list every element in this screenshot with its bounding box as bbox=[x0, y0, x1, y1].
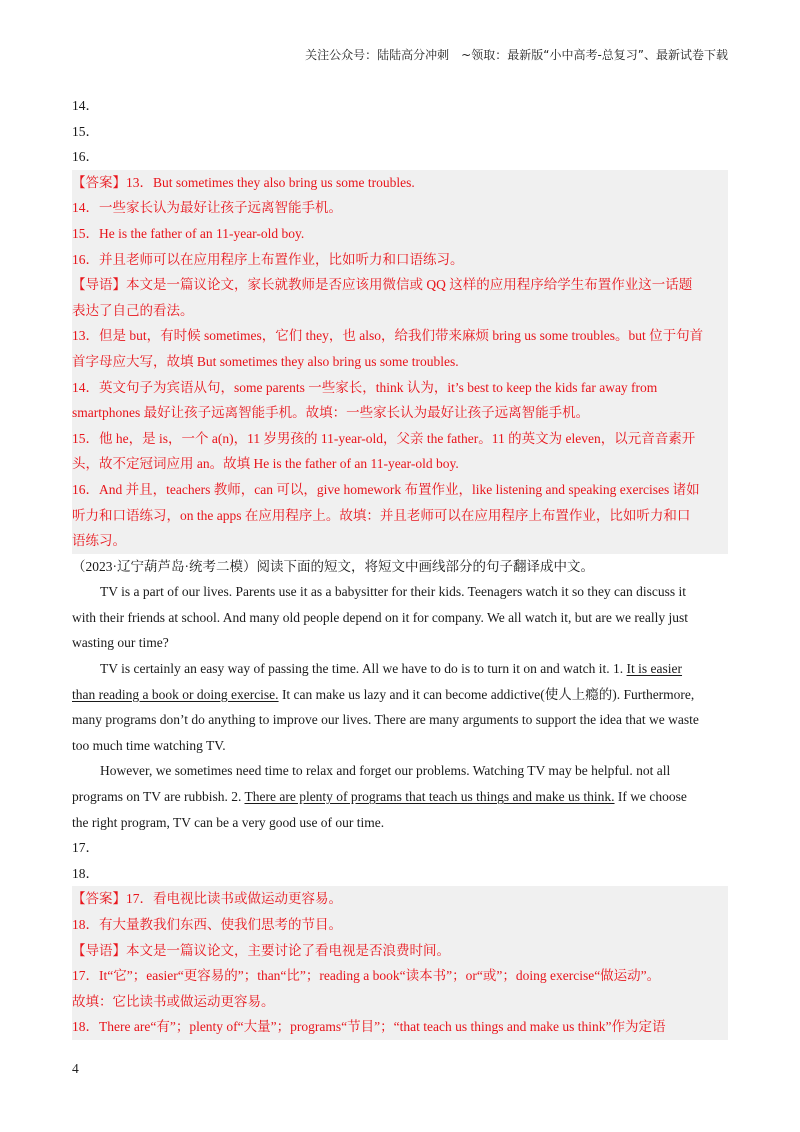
answer-line: 15．他 he，是 is，一个 a(n)，11 岁男孩的 11-year-old，父亲 the father。11 的英文为 eleven，以元音音素开 bbox=[72, 426, 728, 452]
answer-line: 首字母应大写，故填 But sometimes they also bring us some troubles. bbox=[72, 349, 728, 375]
question-15: 15． bbox=[72, 123, 99, 139]
passage-text: It can make us lazy and it can become addictive(使人上瘾的). Furthermore, bbox=[278, 686, 695, 702]
page-number: 4 bbox=[72, 1061, 79, 1076]
underlined-sentence-1: It is easier bbox=[626, 661, 683, 677]
answer-line: smartphones 最好让孩子远离智能手机。故填：一些家长认为最好让孩子远离智能手机。 bbox=[72, 400, 728, 426]
answer-line: 14．一些家长认为最好让孩子远离智能手机。 bbox=[72, 195, 728, 221]
answer-line: 【导语】本文是一篇议论文，主要讨论了看电视是否浪费时间。 bbox=[72, 938, 728, 964]
answer-block-2 bbox=[72, 886, 728, 1040]
passage-line: too much time watching TV. bbox=[72, 737, 226, 753]
passage-line: TV is a part of our lives. Parents use it as a babysitter for their kids. Teenagers watch it so they can discuss it bbox=[100, 584, 687, 600]
answer-line: 表达了自己的看法。 bbox=[72, 298, 728, 324]
passage-line bbox=[72, 784, 728, 810]
passage-line: with their friends at school. And many old people depend on it for company. We all watch it, but are we really just bbox=[72, 609, 689, 625]
passage-line: wasting our time? bbox=[72, 635, 169, 651]
answer-line: 故填：它比读书或做运动更容易。 bbox=[72, 989, 728, 1015]
answer-block-1 bbox=[72, 170, 728, 554]
underlined-sentence-2: There are plenty of programs that teach us things and make us think. bbox=[244, 789, 615, 805]
passage-intro: （2023·辽宁葫芦岛·统考二模）阅读下面的短文，将短文中画线部分的句子翻译成中文。 bbox=[72, 558, 594, 574]
answer-line: 17．It“它”；easier“更容易的”；than“比”；reading a book“读本书”；or“或”；doing exercise“做运动”。 bbox=[72, 963, 728, 989]
answer-line: 【导语】本文是一篇议论文，家长就教师是否应该用微信或 QQ 这样的应用程序给学生布置作业这一话题 bbox=[72, 272, 728, 298]
question-18: 18． bbox=[72, 865, 99, 881]
answer-line: 16．And 并且，teachers 教师，can 可以，give homework 布置作业，like listening and speaking exercises 诸如 bbox=[72, 477, 728, 503]
passage-text: TV is certainly an easy way of passing the time. All we have to do is to turn it on and watch it. 1. bbox=[100, 661, 627, 677]
passage-text: programs on TV are rubbish. 2. bbox=[72, 789, 245, 805]
passage-line bbox=[72, 656, 728, 682]
answer-line: 头，故不定冠词应用 an。故填 He is the father of an 11-year-old boy. bbox=[72, 451, 728, 477]
reading-passage bbox=[72, 554, 728, 836]
passage-text: If we choose bbox=[614, 789, 687, 805]
answer-line: 【答案】13．But sometimes they also bring us some troubles. bbox=[72, 170, 728, 196]
passage-line: many programs don’t do anything to improve our lives. There are many arguments to support the idea that we waste bbox=[72, 712, 699, 728]
answer-line: 16．并且老师可以在应用程序上布置作业，比如听力和口语练习。 bbox=[72, 247, 728, 273]
question-16: 16． bbox=[72, 149, 99, 165]
passage-line bbox=[72, 682, 728, 708]
answer-line: 14．英文句子为宾语从句，some parents 一些家长，think 认为，it’s best to keep the kids far away from bbox=[72, 375, 728, 401]
answer-line: 语练习。 bbox=[72, 528, 728, 554]
passage-line: However, we sometimes need time to relax and forget our problems. Watching TV may be helpful. not all bbox=[100, 763, 671, 779]
answer-line: 听力和口语练习，on the apps 在应用程序上。故填：并且老师可以在应用程序上布置作业，比如听力和口 bbox=[72, 503, 728, 529]
answer-line: 15．He is the father of an 11-year-old boy. bbox=[72, 221, 728, 247]
answer-line: 18．There are“有”；plenty of“大量”；programs“节目”；“that teach us things and make us think”作为定语 bbox=[72, 1014, 728, 1040]
answer-line: 【答案】17．看电视比读书或做运动更容易。 bbox=[72, 886, 728, 912]
page-header: 关注公众号：陆陆高分冲刺 ~领取：最新版“小中高考-总复习”、最新试卷下载 bbox=[305, 48, 728, 62]
question-14: 14． bbox=[72, 98, 99, 113]
question-17: 17． bbox=[72, 840, 99, 856]
answer-line: 13．但是 but，有时候 sometimes，它们 they，也 also，给我们带来麻烦 bring us some troubles。but 位于句首 bbox=[72, 323, 728, 349]
underlined-sentence-1: than reading a book or doing exercise. bbox=[72, 686, 279, 702]
passage-line: the right program, TV can be a very good use of our time. bbox=[72, 814, 385, 830]
page-content bbox=[72, 93, 728, 1040]
answer-line: 18．有大量教我们东西、使我们思考的节目。 bbox=[72, 912, 728, 938]
